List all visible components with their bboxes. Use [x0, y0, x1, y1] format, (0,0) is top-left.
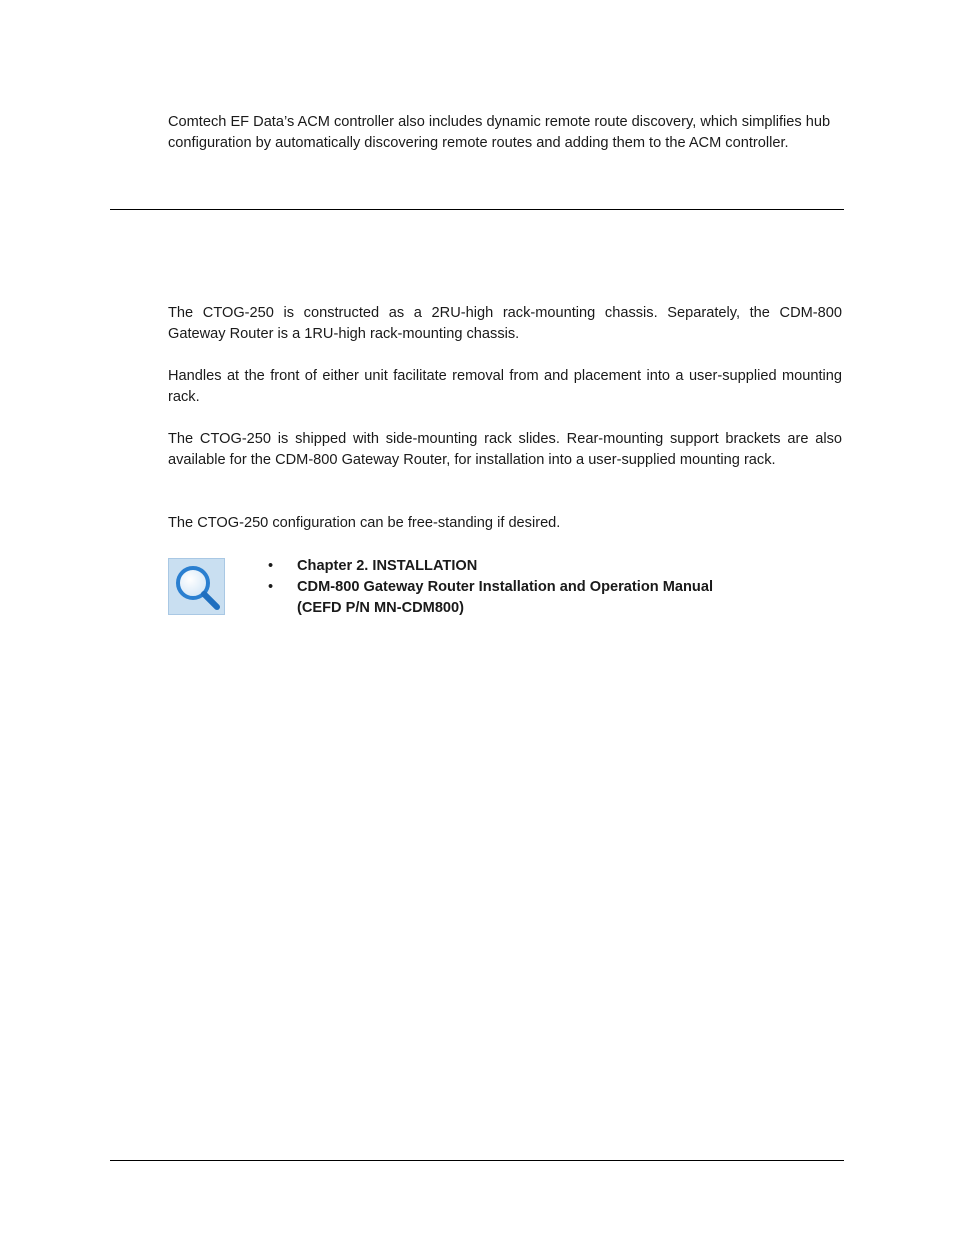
bullet: • [268, 579, 274, 595]
free-standing-paragraph: The CTOG-250 configuration can be free-standing if desired. [168, 515, 561, 531]
bullet: • [268, 558, 274, 574]
handles-paragraph: Handles at the front of either unit facilitate removal from and placement into a user-supplied mounting rack. [168, 368, 842, 405]
reference-cdm800-manual: CDM-800 Gateway Router Installation and Operation Manual [297, 579, 713, 595]
reference-cdm800-part-number: (CEFD P/N MN-CDM800) [297, 600, 465, 616]
reference-chapter-2: Chapter 2. INSTALLATION [297, 558, 478, 574]
reference-list [268, 556, 828, 619]
rack-slides-paragraph: The CTOG-250 is shipped with side-mounting rack slides. Rear-mounting support brackets are also available for the CDM-800 Gateway Router, for installation into a user-supplied mounting rack. [168, 431, 842, 468]
chassis-paragraph: The CTOG-250 is constructed as a 2RU-high rack-mounting chassis. Separately, the CDM-800 Gateway Router is a 1RU-high rack-mounting chassis. [168, 305, 842, 342]
intro-paragraph: Comtech EF Data’s ACM controller also includes dynamic remote route discovery, which simplifies hub configuration by automatically discovering remote routes and adding them to the ACM controller. [168, 114, 831, 151]
list-item [268, 556, 828, 577]
section-divider-top [110, 209, 844, 210]
footer-divider [110, 1160, 844, 1161]
magnifier-icon [168, 558, 225, 615]
list-item [268, 577, 828, 619]
